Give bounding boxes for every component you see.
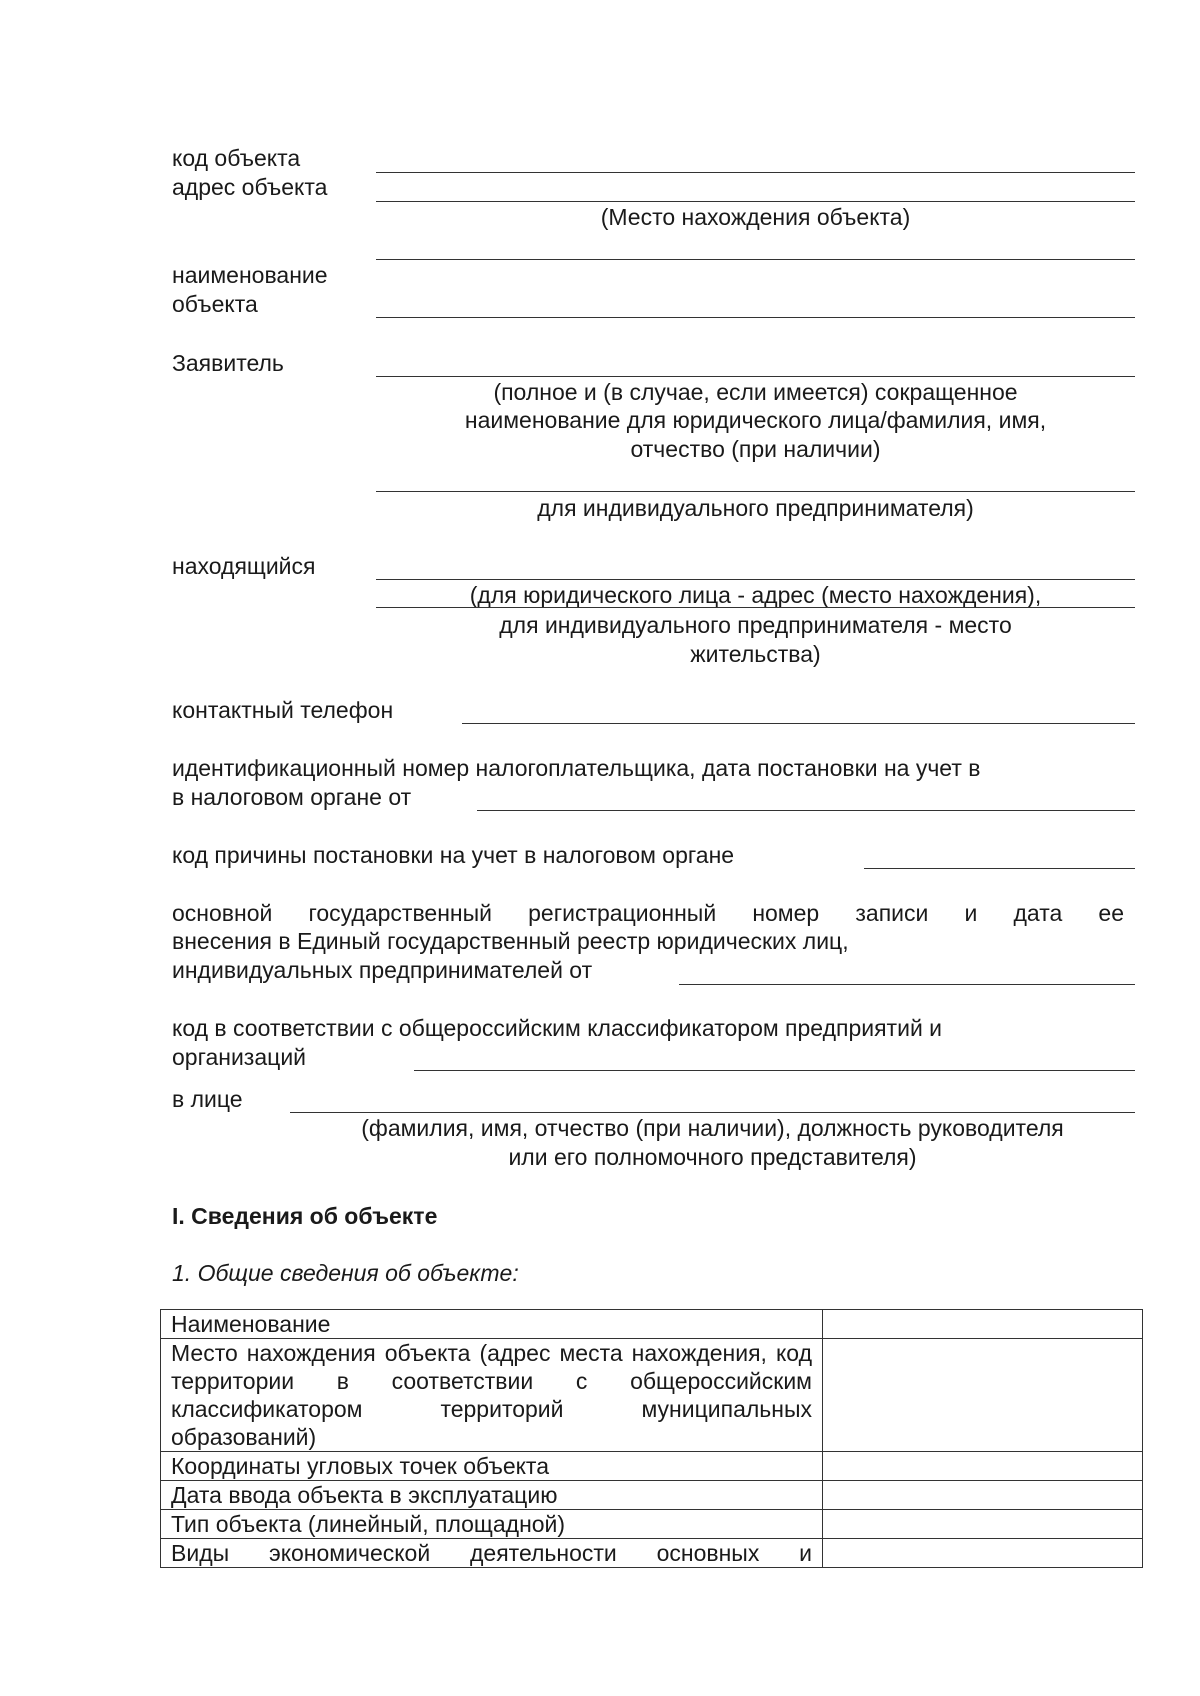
ogrn-label-2: внесения в Единый государственный реестр юридических лиц, — [172, 928, 849, 954]
ogrn-label: основной государственный регистрационный номер записи и дата ее — [172, 900, 1124, 926]
inn-label: идентификационный номер налогоплательщика, дата постановки на учет в — [172, 755, 981, 781]
location-label: находящийся — [172, 553, 316, 579]
okpo-label: код в соответствии с общероссийским классификатором предприятий и — [172, 1015, 943, 1041]
object-name-field-line-2[interactable] — [376, 317, 1135, 318]
table-cell-label: Тип объекта (линейный, площадной) — [161, 1510, 823, 1539]
phone-label: контактный телефон — [172, 697, 394, 723]
table-cell-value[interactable] — [823, 1310, 1143, 1339]
section-title: I. Сведения об объекте — [172, 1203, 438, 1229]
location-hint-3: жительства) — [690, 641, 821, 667]
table-cell-value[interactable] — [823, 1339, 1143, 1452]
table-cell-label: Наименование — [161, 1310, 823, 1339]
applicant-label: Заявитель — [172, 350, 284, 376]
table-cell-value[interactable] — [823, 1452, 1143, 1481]
table-cell-value[interactable] — [823, 1510, 1143, 1539]
represented-field[interactable] — [290, 1112, 1135, 1113]
location-field[interactable] — [376, 579, 1135, 580]
phone-field[interactable] — [462, 723, 1135, 724]
object-address-field[interactable] — [376, 201, 1135, 202]
table-row — [161, 1481, 1143, 1510]
okpo-field[interactable] — [414, 1070, 1135, 1071]
object-info-table — [160, 1309, 1143, 1568]
table-row — [161, 1510, 1143, 1539]
represented-label: в лице — [172, 1086, 243, 1112]
location-field-2[interactable] — [376, 607, 1135, 608]
kpp-field[interactable] — [864, 868, 1135, 869]
applicant-hint-2: наименование для юридического лица/фамилия, имя, — [464, 407, 1047, 433]
object-code-field[interactable] — [376, 172, 1135, 173]
ogrn-field[interactable] — [679, 984, 1135, 985]
ogrn-label-3: индивидуальных предпринимателей от — [172, 957, 593, 983]
inn-field[interactable] — [477, 810, 1135, 811]
table-cell-label: Место нахождения объекта (адрес места нахождения, код территории в соответствии с общероссийским классификатором территорий муниципальных образований) — [161, 1339, 823, 1452]
object-address-hint: (Место нахождения объекта) — [600, 204, 911, 230]
object-name-label: наименование — [172, 262, 328, 288]
applicant-hint-4: для индивидуального предпринимателя) — [537, 495, 974, 521]
object-code-label: код объекта — [172, 145, 301, 171]
object-name-field-line-1[interactable] — [376, 259, 1135, 260]
table-row — [161, 1310, 1143, 1339]
location-hint-1: (для юридического лица - адрес (место нахождения), — [469, 582, 1042, 608]
represented-hint-2: или его полномочного представителя) — [508, 1144, 917, 1170]
object-address-label: адрес объекта — [172, 174, 328, 200]
applicant-field[interactable] — [376, 376, 1135, 377]
applicant-hint-3: отчество (при наличии) — [630, 436, 881, 462]
table-row — [161, 1339, 1143, 1452]
table-cell-label: Виды экономической деятельности основных и — [161, 1539, 823, 1568]
table-cell-value[interactable] — [823, 1481, 1143, 1510]
table-cell-label: Дата ввода объекта в эксплуатацию — [161, 1481, 823, 1510]
applicant-hint-1: (полное и (в случае, если имеется) сокращенное — [493, 379, 1018, 405]
section-subtitle: 1. Общие сведения об объекте: — [172, 1260, 519, 1286]
okpo-label-2: организаций — [172, 1044, 307, 1070]
applicant-field-2[interactable] — [376, 491, 1135, 492]
inn-label-2: в налоговом органе от — [172, 784, 412, 810]
represented-hint-1: (фамилия, имя, отчество (при наличии), должность руководителя — [361, 1115, 1064, 1141]
table-cell-label: Координаты угловых точек объекта — [161, 1452, 823, 1481]
object-name-label-2: объекта — [172, 291, 258, 317]
kpp-label: код причины постановки на учет в налоговом органе — [172, 842, 735, 868]
table-row — [161, 1452, 1143, 1481]
location-hint-2: для индивидуального предпринимателя - место — [499, 612, 1012, 638]
table-cell-value[interactable] — [823, 1539, 1143, 1568]
table-row — [161, 1539, 1143, 1568]
